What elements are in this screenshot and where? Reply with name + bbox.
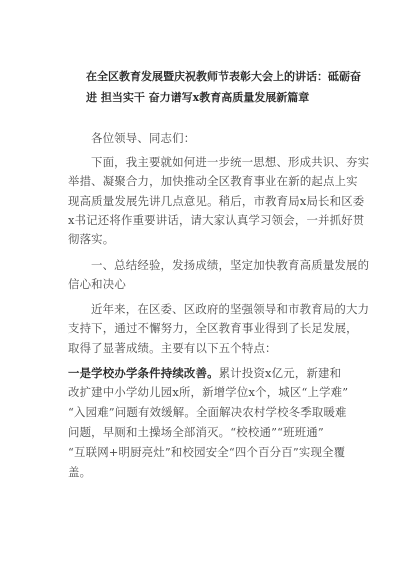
paragraph-1-line-4: x书记还将作重要讲话，请大家认真学习领会，一并抓好贯 bbox=[68, 213, 365, 227]
section-1-heading-line-1: 一、总结经验，发扬成绩，坚定加快教育高质量发展的 bbox=[91, 258, 370, 272]
point-1-line-1 bbox=[68, 365, 341, 381]
point-1-lead: 一是学校办学条件持续改善。 bbox=[68, 366, 219, 380]
point-1-line-2: 改扩建中小学幼儿园x所，新增学位x个，城区“上学难” bbox=[68, 385, 349, 399]
salutation: 各位领导、同志们： bbox=[91, 131, 196, 145]
paragraph-1-line-1: 下面，我主要就如何进一步统一思想、形成共识、夯实 bbox=[91, 155, 370, 169]
point-1-lead-rest: 累计投资x亿元，新建和 bbox=[218, 366, 342, 380]
point-1-line-5: “互联网+明厨亮灶”和校园安全“四个百分百”实现全覆 bbox=[68, 445, 346, 459]
section-1-heading-line-2: 信心和决心 bbox=[68, 277, 126, 291]
point-1-line-4: 问题，早厕和土操场全部消灭。“校校通”“班班通” bbox=[68, 425, 324, 439]
paragraph-2-line-2: 支持下，通过不懈努力，全区教育事业得到了长足发展， bbox=[68, 321, 358, 335]
point-1-line-6: 盖。 bbox=[68, 465, 92, 479]
paragraph-2-line-1: 近年来，在区委、区政府的坚强领导和市教育局的大力 bbox=[91, 302, 370, 316]
paragraph-1-line-3: 现高质量发展先讲几点意见。稍后，市教育局x局长和区委 bbox=[68, 194, 365, 208]
point-1-line-3: “入园难”问题有效缓解。全面解决农村学校冬季取暖难 bbox=[68, 405, 347, 419]
paragraph-1-line-2: 举措、凝聚合力，加快推动全区教育事业在新的起点上实 bbox=[68, 174, 358, 188]
paragraph-2-line-3: 取得了显著成绩。主要有以下五个特点： bbox=[68, 341, 277, 355]
document-title-line-2: 进 担当实干 奋力谱写x教育高质量发展新篇章 bbox=[86, 91, 310, 104]
document-title-line-1: 在全区教育发展暨庆祝教师节表彰大会上的讲话：砥砺奋 bbox=[86, 70, 361, 83]
paragraph-1-line-5: 彻落实。 bbox=[68, 232, 115, 246]
